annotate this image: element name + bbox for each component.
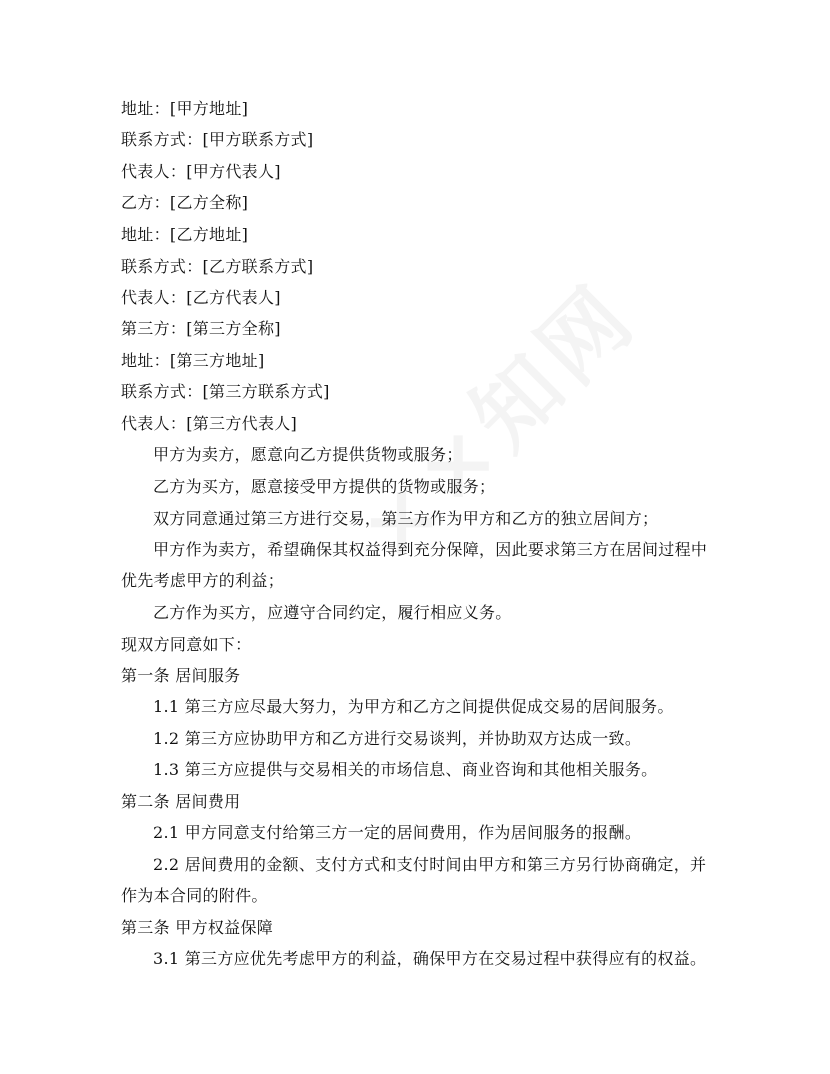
article-3-heading: 第三条 甲方权益保障	[121, 918, 274, 937]
clause-1-2: 1.2 第三方应协助甲方和乙方进行交易谈判，并协助双方达成一致。	[153, 729, 642, 748]
party-a-contact: 联系方式：[甲方联系方式]	[121, 130, 314, 149]
recital-4: 甲方作为卖方，希望确保其权益得到充分保障，因此要求第三方在居间过程中	[153, 540, 708, 559]
third-party-representative: 代表人：[第三方代表人]	[121, 414, 298, 433]
clause-1-3: 1.3 第三方应提供与交易相关的市场信息、商业咨询和其他相关服务。	[153, 760, 658, 779]
agreement-intro: 现双方同意如下：	[121, 635, 252, 654]
article-2-heading: 第二条 居间费用	[121, 792, 241, 811]
party-b-name: 乙方：[乙方全称]	[121, 193, 249, 212]
party-a-representative: 代表人：[甲方代表人]	[121, 162, 281, 181]
party-a-address: 地址：[甲方地址]	[121, 99, 249, 118]
watermark	[325, 251, 659, 585]
article-1-heading: 第一条 居间服务	[121, 666, 241, 685]
party-b-contact: 联系方式：[乙方联系方式]	[121, 257, 314, 276]
recital-3: 双方同意通过第三方进行交易，第三方作为甲方和乙方的独立居间方；	[153, 509, 659, 528]
clause-3-1: 3.1 第三方应优先考虑甲方的利益，确保甲方在交易过程中获得应有的权益。	[153, 949, 707, 968]
third-party-name: 第三方：[第三方全称]	[121, 319, 281, 338]
recital-5: 乙方作为买方，应遵守合同约定，履行相应义务。	[153, 603, 512, 622]
clause-1-1: 1.1 第三方应尽最大努力，为甲方和乙方之间提供促成交易的居间服务。	[153, 697, 674, 716]
recital-1: 甲方为卖方，愿意向乙方提供货物或服务；	[153, 445, 463, 464]
third-party-contact: 联系方式：[第三方联系方式]	[121, 382, 330, 401]
clause-2-2-continued: 作为本合同的附件。	[121, 886, 268, 905]
recital-4-continued: 优先考虑甲方的利益；	[121, 571, 285, 590]
recital-2: 乙方为买方，愿意接受甲方提供的货物或服务；	[153, 477, 496, 496]
third-party-address: 地址：[第三方地址]	[121, 351, 265, 370]
party-b-address: 地址：[乙方地址]	[121, 225, 249, 244]
clause-2-2: 2.2 居间费用的金额、支付方式和支付时间由甲方和第三方另行协商确定，并	[153, 855, 707, 874]
clause-2-1: 2.1 甲方同意支付给第三方一定的居间费用，作为居间服务的报酬。	[153, 823, 642, 842]
party-b-representative: 代表人：[乙方代表人]	[121, 288, 281, 307]
